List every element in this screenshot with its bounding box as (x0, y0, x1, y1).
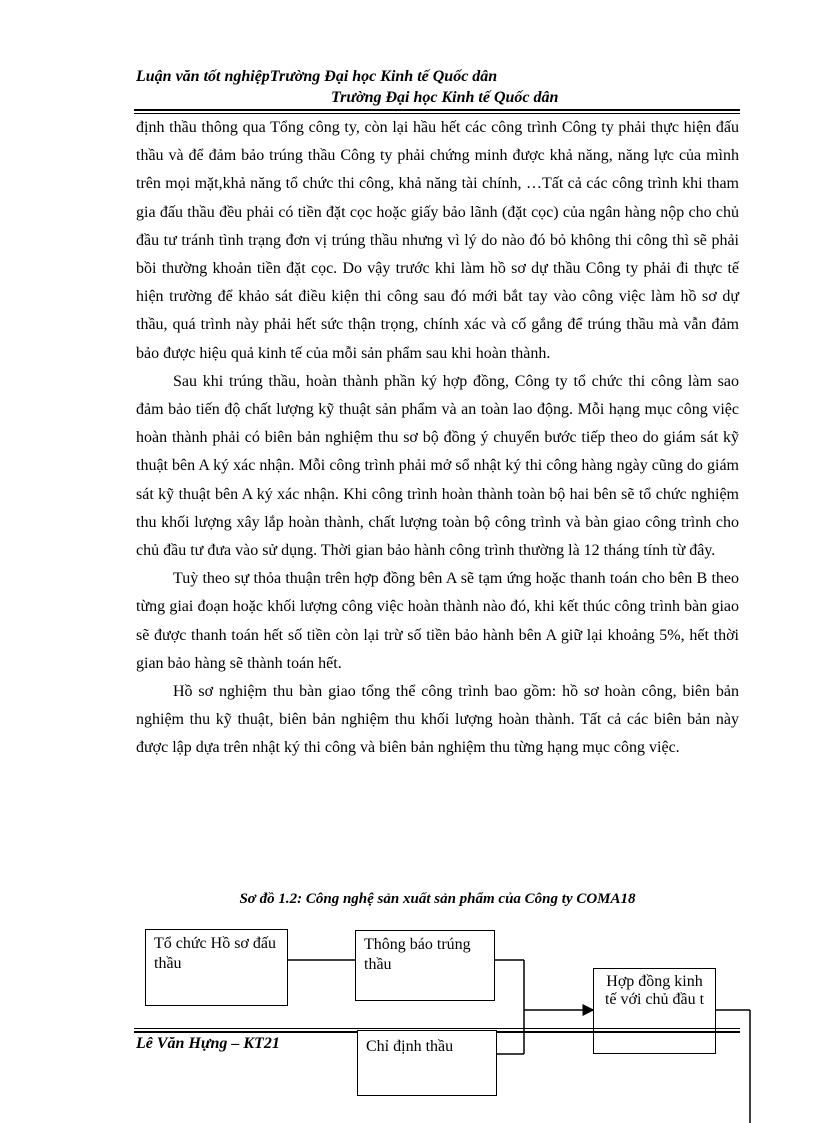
diagram-caption: Sơ đồ 1.2: Công nghệ sản xuất sản phẩm của Công ty COMA18 (239, 891, 636, 907)
header-title-line1: Luận văn tốt nghiệpTrường Đại học Kinh tế Quốc dân (136, 68, 498, 85)
paragraph: định thầu thông qua Tổng công ty, còn lại hầu hết các công trình Công ty phải thực hiện đấu thầu và để đảm bảo trúng thầu Công ty phải chứng minh được khả năng, năng lực của mình trên mọi mặt,khả năng tổ chức thi công, khả năng tài chính, …Tất cả các công trình khi tham gia đấu thầu đều phải có tiền đặt cọc hoặc giấy bảo lãnh (đặt cọc) của ngân hàng nộp cho chủ đầu tư tránh tình trạng đơn vị trúng thầu nhưng vì lý do nào đó bỏ không thi công thì sẽ phải bồi thường khoản tiền đặt cọc. Do vậy trước khi làm hồ sơ dự thầu Công ty phải đi thực tế hiện trường để khảo sát điều kiện thi công sau đó mới bắt tay vào công việc làm hồ sơ dự thầu, quá trình này phải hết sức thận trọng, chính xác và cố gắng để trúng thầu mà vẫn đảm bảo được hiệu quả kinh tế của mỗi sản phẩm sau khi hoàn thành. (136, 119, 739, 362)
paragraph: Sau khi trúng thầu, hoàn thành phần ký hợp đồng, Công ty tổ chức thi công làm sao đảm bảo tiến độ chất lượng kỹ thuật sản phẩm và an toàn lao động. Mỗi hạng mục công việc hoàn thành phải có biên bản nghiệm thu sơ bộ đồng ý chuyển bước tiếp theo do giám sát kỹ thuật bên A ký xác nhận. Mỗi công trình phải mở sổ nhật ký thi công hàng ngày cũng do giám sát kỹ thuật bên A ký xác nhận. Khi công trình hoàn thành toàn bộ hai bên sẽ tổ chức nghiệm thu khối lượng xây lắp hoàn thành, chất lượng toàn bộ công trình và bàn giao công trình cho chủ đầu tư đưa vào sử dụng. Thời gian bảo hành công trình thường là 12 tháng tính từ đây. (136, 372, 739, 560)
paragraph: Tuỳ theo sự thỏa thuận trên hợp đồng bên A sẽ tạm ứng hoặc thanh toán cho bên B theo từng giai đoạn hoặc khối lượng công việc hoàn thành nào đó, khi kết thúc công trình bàn giao sẽ được thanh toán hết số tiền còn lại trừ số tiền bảo hành bên A giữ lại khoảng 5%, hết thời gian bảo hàng sẽ thành toán hết. (136, 570, 739, 672)
box-to-chuc-ho-so: Tổ chức Hồ sơ đấu thầu (145, 929, 288, 1006)
box-hop-dong-kinh-te: Hợp đồng kinh tế với chủ đầu t (593, 968, 716, 1054)
box-thong-bao-trung-thau: Thông báo trúng thầu (355, 930, 495, 1001)
header-title-line2: Trường Đại học Kinh tế Quốc dân (331, 89, 559, 106)
paragraph: Hồ sơ nghiệm thu bàn giao tổng thể công trình bao gồm: hồ sơ hoàn công, biên bản nghiệm thu kỹ thuật, biên bản nghiệm thu khối lượng hoàn thành. Tất cả các biên bản này được lập dựa trên nhật ký thi công và biên bản nghiệm thu từng hạng mục công việc. (136, 683, 739, 757)
footer-author: Lê Văn Hựng – KT21 (136, 1035, 280, 1052)
box-chi-dinh-thau: Chỉ định thầu (357, 1030, 497, 1096)
